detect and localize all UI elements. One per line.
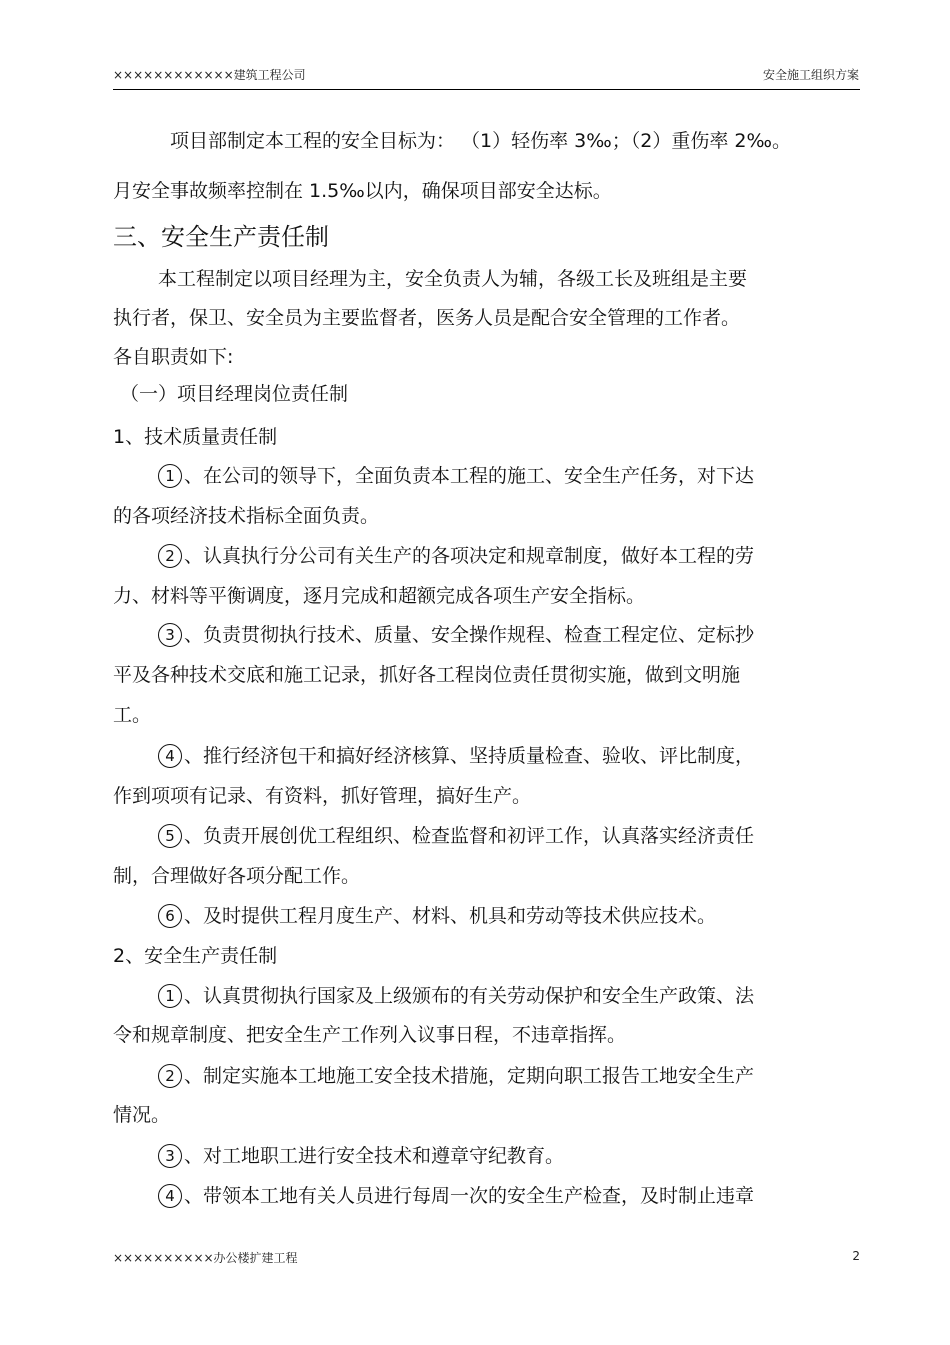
paragraph-line: 力、材料等平衡调度，逐月完成和超额完成各项生产安全指标。 [113,585,646,607]
section-heading: 三、安全生产责任制 [113,223,329,251]
list-item-text: 、在公司的领导下，全面负责本工程的施工、安全生产任务，对下达 [184,465,755,487]
header-company: ××××××××××××建筑工程公司 [113,68,306,82]
list-item [158,1183,754,1209]
header-rule [113,89,860,90]
paragraph-line: 的各项经济技术指标全面负责。 [113,505,380,527]
list-item [158,823,754,849]
circled-number: 3 [158,1144,182,1168]
paragraph-line: 月安全事故频率控制在 1.5‰以内，确保项目部安全达标。 [113,180,612,202]
paragraph-line: 工。 [113,704,152,726]
circled-number: 3 [158,623,182,647]
circled-number: 2 [158,544,182,568]
list-item [158,983,754,1009]
subsection-heading: 2、安全生产责任制 [113,945,278,967]
circled-number: 5 [158,824,182,848]
circled-number: 2 [158,1064,182,1088]
circled-number: 6 [158,904,182,928]
list-item-text: 、对工地职工进行安全技术和遵章守纪教育。 [184,1145,565,1167]
list-item-text: 、推行经济包干和搞好经济核算、坚持质量检查、验收、评比制度， [184,745,755,767]
list-item-text: 、制定实施本工地施工安全技术措施，定期向职工报告工地安全生产 [184,1065,755,1087]
paragraph-line: 作到项项有记录、有资料，抓好管理，搞好生产。 [113,785,532,807]
list-item-text: 、及时提供工程月度生产、材料、机具和劳动等技术供应技术。 [184,905,717,927]
list-item [158,622,754,648]
paragraph-line: 令和规章制度、把安全生产工作列入议事日程，不违章指挥。 [113,1024,627,1046]
list-item [158,1063,754,1089]
paragraph-line: 制，合理做好各项分配工作。 [113,865,361,887]
list-item [158,743,754,769]
subsection-heading: 1、技术质量责任制 [113,426,278,448]
circled-number: 4 [158,1184,182,1208]
list-item-text: 、认真执行分公司有关生产的各项决定和规章制度，做好本工程的劳 [184,545,755,567]
list-item-text: 、带领本工地有关人员进行每周一次的安全生产检查，及时制止违章 [184,1185,755,1207]
circled-number: 4 [158,744,182,768]
paragraph-line: 项目部制定本工程的安全目标为： （1）轻伤率 3‰；（2）重伤率 2‰。 [170,130,791,152]
list-item [158,543,754,569]
circled-number: 1 [158,464,182,488]
paragraph-line: 各自职责如下: [113,346,234,368]
list-item [158,1143,564,1169]
paragraph-line: 本工程制定以项目经理为主，安全负责人为辅，各级工长及班组是主要 [158,268,748,290]
list-item [158,463,754,489]
circled-number: 1 [158,984,182,1008]
subsection-heading: （一）项目经理岗位责任制 [120,383,349,405]
list-item-text: 、负责开展创优工程组织、检查监督和初评工作，认真落实经济责任 [184,825,755,847]
header-doc-title: 安全施工组织方案 [762,68,859,82]
footer-project: ××××××××××办公楼扩建工程 [113,1251,298,1265]
paragraph-line: 执行者，保卫、安全员为主要监督者，医务人员是配合安全管理的工作者。 [113,307,741,329]
list-item-text: 、负责贯彻执行技术、质量、安全操作规程、检查工程定位、定标抄 [184,624,755,646]
page-number: 2 [852,1249,860,1263]
paragraph-line: 情况。 [113,1104,171,1126]
list-item [158,903,716,929]
list-item-text: 、认真贯彻执行国家及上级颁布的有关劳动保护和安全生产政策、法 [184,985,755,1007]
paragraph-line: 平及各种技术交底和施工记录，抓好各工程岗位责任贯彻实施，做到文明施 [113,664,741,686]
page-header [113,66,859,86]
